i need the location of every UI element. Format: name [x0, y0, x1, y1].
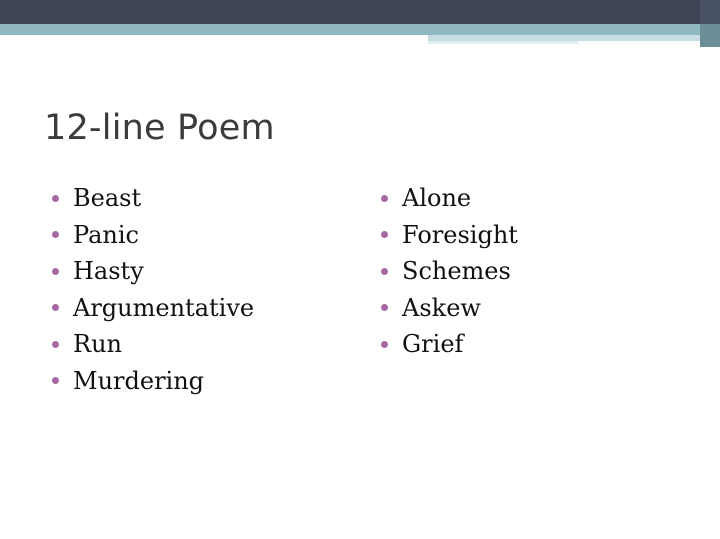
header-band-accent-thin — [428, 41, 578, 44]
list-item — [52, 363, 254, 400]
list-item-label: Foresight — [402, 220, 518, 249]
bullet-icon — [52, 377, 59, 384]
header-band-teal — [0, 24, 720, 35]
bullet-icon — [52, 231, 59, 238]
list-item — [52, 290, 254, 327]
list-item — [381, 326, 518, 363]
list-item-label: Argumentative — [73, 293, 255, 322]
list-item-label: Beast — [73, 184, 142, 213]
bullet-icon — [52, 268, 59, 275]
list-item — [381, 217, 518, 254]
list-item-label: Schemes — [402, 257, 511, 286]
bullet-icon — [381, 341, 388, 348]
list-item — [52, 253, 254, 290]
bullet-icon — [52, 195, 59, 202]
bullet-list-right — [381, 180, 518, 363]
slide-title: 12-line Poem — [44, 108, 275, 148]
bullet-icon — [381, 231, 388, 238]
list-item-label: Askew — [402, 293, 481, 322]
header-band-dark — [0, 0, 720, 24]
header-corner-block-lower — [700, 24, 720, 47]
bullet-icon — [52, 341, 59, 348]
list-item-label: Panic — [73, 220, 139, 249]
list-item-label: Alone — [402, 184, 472, 213]
list-item — [52, 180, 254, 217]
bullet-icon — [381, 304, 388, 311]
bullet-icon — [381, 195, 388, 202]
list-item-label: Hasty — [73, 257, 144, 286]
list-item-label: Grief — [402, 330, 464, 359]
bullet-list-left — [52, 180, 254, 399]
list-item — [381, 253, 518, 290]
bullet-icon — [381, 268, 388, 275]
list-item — [381, 290, 518, 327]
list-item — [52, 217, 254, 254]
list-item — [52, 326, 254, 363]
list-item-label: Run — [73, 330, 122, 359]
list-item — [381, 180, 518, 217]
list-item-label: Murdering — [73, 366, 205, 395]
bullet-icon — [52, 304, 59, 311]
